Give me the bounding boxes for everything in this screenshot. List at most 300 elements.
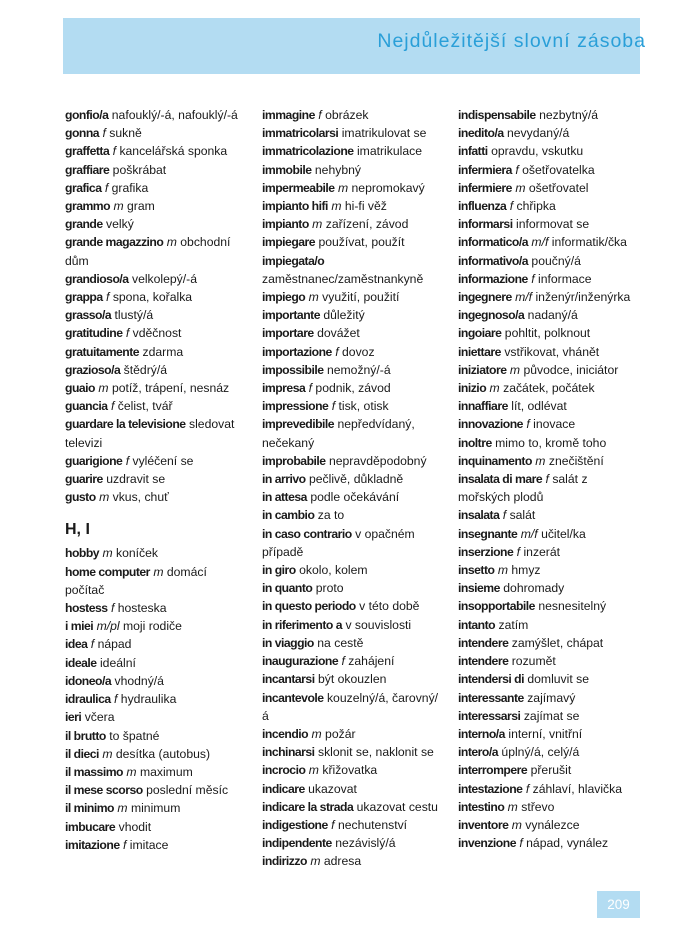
headword: invenzione: [458, 836, 516, 851]
headword: in arrivo: [262, 472, 306, 487]
grammar-tag: m: [166, 235, 177, 250]
headword: insieme: [458, 581, 500, 596]
grammar-tag: f: [114, 692, 118, 707]
headword: importante: [262, 308, 320, 323]
vocab-entry: [262, 743, 443, 761]
vocab-entry: [458, 743, 641, 761]
headword: infermiere: [458, 180, 512, 195]
headword: impermeabile: [262, 180, 335, 195]
vocab-column-1: [65, 106, 241, 854]
translation: v této době: [359, 599, 420, 614]
translation: důležitý: [323, 308, 365, 323]
vocab-column-3: [458, 106, 641, 852]
translation: interní, vnitřní: [508, 726, 583, 741]
grammar-tag: f: [341, 654, 345, 669]
translation: moji rodiče: [122, 619, 182, 634]
vocab-entry: [65, 415, 241, 451]
headword: indirizzo: [262, 854, 307, 869]
headword: imitazione: [65, 837, 120, 852]
headword: immatricolazione: [262, 144, 354, 159]
headword: insalata di mare: [458, 472, 543, 487]
headword: in viaggio: [262, 635, 314, 650]
vocab-entry: [458, 543, 641, 561]
grammar-tag: m: [509, 362, 521, 377]
vocab-entry: [262, 397, 443, 415]
vocab-entry: [65, 745, 241, 763]
translation: obrázek: [325, 108, 369, 122]
translation: ukazovat: [308, 781, 357, 796]
grammar-tag: m: [308, 290, 319, 305]
vocab-entry: [262, 616, 443, 634]
vocab-entry: [65, 379, 241, 397]
vocab-entry: [458, 179, 641, 197]
headword: inserzione: [458, 544, 514, 559]
vocab-entry: [262, 579, 443, 597]
vocab-entry: [458, 124, 641, 142]
headword: idraulica: [65, 692, 111, 707]
translation: vstřikovat, vhánět: [504, 344, 600, 359]
translation: opravdu, vskutku: [491, 144, 584, 159]
translation: vkus, chuť: [112, 490, 169, 505]
vocab-entry: [65, 361, 241, 379]
translation: v souvislosti: [345, 617, 412, 632]
vocab-entry: [458, 270, 641, 288]
grammar-tag: m: [515, 180, 526, 195]
grammar-tag: f: [516, 544, 521, 559]
translation: vynálezce: [525, 817, 580, 832]
headword: importazione: [262, 344, 332, 359]
translation: tlustý/á: [114, 308, 154, 323]
vocab-entry: [262, 561, 443, 579]
grammar-tag: f: [531, 271, 535, 286]
vocab-entry: [458, 689, 641, 707]
headword: indicare la strada: [262, 799, 354, 814]
headword: indigestione: [262, 817, 328, 832]
headword: incantarsi: [262, 672, 315, 687]
translation: sledovat televizi: [65, 417, 235, 450]
vocab-entry: [458, 506, 641, 524]
translation: přerušit: [530, 763, 572, 778]
headword: graffiare: [65, 162, 110, 177]
headword: interrompere: [458, 763, 528, 778]
translation: imatrikulovat se: [341, 126, 427, 141]
headword: intestino: [458, 799, 505, 814]
translation: tisk, otisk: [338, 399, 389, 414]
vocab-entry: [262, 689, 443, 725]
translation: štědrý/á: [123, 362, 168, 377]
translation: nezbytný/á: [539, 108, 599, 122]
vocab-entry: [458, 452, 641, 470]
headword: grande: [65, 217, 103, 232]
translation: požár: [325, 726, 356, 741]
translation: nepravděpodobný: [328, 453, 427, 468]
translation: nápad, vynález: [526, 836, 609, 851]
headword: impossibile: [262, 362, 324, 377]
vocab-entry: [262, 525, 443, 561]
vocab-entry: [65, 818, 241, 836]
headword: insalata: [458, 508, 500, 523]
headword: in questo periodo: [262, 599, 356, 614]
vocab-entry: [65, 142, 241, 160]
translation: maximum: [139, 764, 193, 779]
translation: zamýšlet, chápat: [511, 635, 604, 650]
vocab-entry: [458, 324, 641, 342]
vocab-entry: [65, 124, 241, 142]
translation: to špatné: [109, 728, 160, 743]
vocab-entry: [458, 415, 641, 433]
headword: infatti: [458, 144, 488, 159]
headword: ideale: [65, 655, 97, 670]
headword: importare: [262, 326, 314, 341]
translation: zatím: [498, 617, 529, 632]
headword: grammo: [65, 199, 111, 214]
headword: infermiera: [458, 162, 512, 177]
headword: guarire: [65, 472, 103, 487]
headword: improbabile: [262, 453, 326, 468]
translation: imitace: [129, 837, 169, 852]
headword: grazioso/a: [65, 362, 121, 377]
translation: zdarma: [142, 344, 184, 359]
vocab-entry: [458, 197, 641, 215]
translation: hmyz: [511, 563, 541, 578]
vocab-entry: [458, 634, 641, 652]
translation: vhodný/á: [114, 673, 164, 688]
translation: informatik/čka: [551, 235, 627, 250]
vocab-entry: [262, 233, 443, 251]
translation: využití, použití: [322, 290, 400, 305]
translation: učitel/ka: [541, 526, 586, 541]
headword: grasso/a: [65, 308, 112, 323]
vocab-entry: [458, 215, 641, 233]
vocab-entry: [458, 652, 641, 670]
vocab-entry: [65, 106, 241, 124]
grammar-tag: f: [331, 817, 335, 832]
headword: inedito/a: [458, 126, 504, 141]
translation: úplný/á, celý/á: [501, 745, 580, 760]
headword: in quanto: [262, 581, 313, 596]
headword: indispensabile: [458, 108, 536, 122]
vocab-entry: [262, 179, 443, 197]
translation: včera: [84, 710, 115, 725]
translation: vděčnost: [132, 326, 182, 341]
vocab-entry: [65, 197, 241, 215]
headword: grande magazzino: [65, 235, 164, 250]
vocab-entry: [458, 798, 641, 816]
vocab-entry: [65, 470, 241, 488]
grammar-tag: f: [502, 508, 507, 523]
grammar-tag: f: [125, 453, 130, 468]
translation: hydraulika: [120, 692, 177, 707]
translation: ošetřovatelka: [522, 162, 595, 177]
grammar-tag: m/f: [520, 526, 538, 541]
vocab-entry: [262, 816, 443, 834]
grammar-tag: m: [511, 817, 522, 832]
translation: vhodit: [118, 819, 152, 834]
vocab-entry: [458, 561, 641, 579]
page-title: Nejdůležitější slovní zásoba: [377, 30, 646, 52]
grammar-tag: f: [519, 836, 523, 851]
vocab-entry: [65, 708, 241, 726]
headword: graffetta: [65, 144, 110, 159]
grammar-tag: f: [525, 781, 530, 796]
vocab-entry: [262, 652, 443, 670]
grammar-tag: m: [310, 854, 321, 869]
translation: informovat se: [516, 217, 590, 232]
grammar-tag: m: [308, 763, 319, 778]
headword: intendersi di: [458, 672, 524, 687]
grammar-tag: f: [526, 417, 530, 432]
headword: grandioso/a: [65, 271, 129, 286]
vocab-entry: [262, 361, 443, 379]
headword: gonfio/a: [65, 108, 109, 122]
headword: in attesa: [262, 490, 307, 505]
translation: kancelářská sponka: [119, 144, 228, 159]
grammar-tag: m: [153, 564, 164, 579]
grammar-tag: f: [106, 290, 110, 305]
headword: indipendente: [262, 836, 332, 851]
vocab-column-2: [262, 106, 443, 871]
headword: gratitudine: [65, 326, 123, 341]
headword: i miei: [65, 619, 94, 634]
translation: rozumět: [511, 654, 556, 669]
headword: intendere: [458, 635, 509, 650]
translation: nepředvídaný, nečekaný: [262, 417, 415, 450]
vocab-entry: [262, 506, 443, 524]
grammar-tag: f: [515, 162, 519, 177]
translation: nesnesitelný: [538, 599, 607, 614]
headword: guancia: [65, 399, 108, 414]
vocab-entry: [65, 836, 241, 854]
headword: inaugurazione: [262, 654, 339, 669]
headword: il massimo: [65, 764, 123, 779]
headword: innaffiare: [458, 399, 508, 414]
vocab-entry: [262, 780, 443, 798]
translation: hi-fi věž: [344, 199, 387, 214]
translation: inovace: [533, 417, 576, 432]
translation: poučný/á: [531, 253, 581, 268]
headword: inoltre: [458, 435, 492, 450]
vocab-entry: [65, 727, 241, 745]
headword: indicare: [262, 781, 305, 796]
translation: minimum: [130, 801, 181, 816]
headword: incendio: [262, 726, 309, 741]
vocab-entry: [65, 288, 241, 306]
translation: nezávislý/á: [335, 836, 396, 851]
translation: desítka (autobus): [115, 746, 211, 761]
translation: poslední měsíc: [146, 783, 229, 798]
headword: ingegnere: [458, 290, 512, 305]
vocab-entry: [262, 197, 443, 215]
translation: v opačném případě: [262, 526, 415, 559]
translation: vyléčení se: [132, 453, 194, 468]
vocab-entry: [65, 215, 241, 233]
vocab-entry: [262, 379, 443, 397]
grammar-tag: m: [337, 180, 349, 195]
grammar-tag: f: [331, 399, 336, 414]
vocab-entry: [65, 488, 241, 506]
grammar-tag: m: [99, 490, 110, 505]
grammar-tag: f: [509, 199, 514, 214]
headword: inventore: [458, 817, 509, 832]
translation: nemožný/-á: [326, 362, 391, 377]
headword: interno/a: [458, 726, 505, 741]
vocab-entry: [65, 635, 241, 653]
headword: hobby: [65, 546, 100, 561]
vocab-entry: [65, 397, 241, 415]
grammar-tag: m/f: [515, 290, 533, 305]
vocab-entry: [262, 597, 443, 615]
translation: sklonit se, naklonit se: [317, 745, 434, 760]
translation: za to: [317, 508, 345, 523]
headword: imprevedibile: [262, 417, 335, 432]
grammar-tag: f: [545, 472, 549, 487]
headword: incrocio: [262, 763, 306, 778]
grammar-tag: f: [335, 344, 339, 359]
translation: zajímat se: [523, 708, 580, 723]
grammar-tag: m: [489, 381, 500, 396]
vocab-entry: [262, 761, 443, 779]
section-heading: H, I: [65, 521, 90, 539]
translation: adresa: [323, 854, 362, 869]
translation: ideální: [99, 655, 136, 670]
vocab-entry: [65, 233, 241, 269]
vocab-entry: [458, 725, 641, 743]
headword: intestazione: [458, 781, 523, 796]
headword: immobile: [262, 162, 312, 177]
vocab-entry: [262, 306, 443, 324]
headword: impianto hifi: [262, 199, 328, 214]
translation: okolo, kolem: [299, 563, 368, 578]
translation: velký: [106, 217, 134, 232]
vocab-entry: [262, 470, 443, 488]
headword: iniziatore: [458, 362, 507, 377]
vocab-entry: [65, 179, 241, 197]
vocab-entry: [458, 761, 641, 779]
vocab-entry: [458, 579, 641, 597]
vocab-entry: [458, 780, 641, 798]
translation: sukně: [109, 126, 142, 141]
vocab-entry: [262, 324, 443, 342]
headword: informatico/a: [458, 235, 529, 250]
grammar-tag: f: [125, 326, 130, 341]
headword: intero/a: [458, 745, 499, 760]
translation: pohltit, polknout: [504, 326, 591, 341]
translation: podle očekávání: [310, 490, 400, 505]
page-number-box: [597, 891, 640, 918]
grammar-tag: f: [308, 381, 313, 396]
translation: ošetřovatel: [528, 180, 589, 195]
grammar-tag: m/f: [531, 235, 549, 250]
translation: obchodní dům: [65, 235, 231, 268]
translation: hosteska: [117, 601, 167, 616]
translation: salát: [509, 508, 536, 523]
vocab-entry: [458, 707, 641, 725]
translation: uzdravit se: [106, 472, 166, 487]
headword: insegnante: [458, 526, 518, 541]
translation: začátek, počátek: [503, 381, 595, 396]
vocab-entry: [262, 215, 443, 233]
vocab-entry: [65, 544, 241, 562]
headword: in riferimento a: [262, 617, 343, 632]
grammar-tag: m: [102, 746, 113, 761]
grammar-tag: f: [90, 637, 95, 652]
headword: gusto: [65, 490, 96, 505]
headword: incantevole: [262, 690, 324, 705]
translation: potíž, trápení, nesnáz: [111, 381, 230, 396]
vocab-entry: [458, 106, 641, 124]
vocab-entry: [458, 670, 641, 688]
translation: nechutenství: [337, 817, 408, 832]
vocab-entry: [458, 142, 641, 160]
vocab-entry: [458, 525, 641, 543]
translation: imatrikulace: [356, 144, 422, 159]
vocab-entry: [262, 142, 443, 160]
grammar-tag: m: [497, 563, 508, 578]
vocab-entry: [262, 488, 443, 506]
vocab-entry: [458, 233, 641, 251]
vocab-entry: [458, 288, 641, 306]
headword: insetto: [458, 563, 495, 578]
grammar-tag: f: [110, 601, 115, 616]
translation: nevydaný/á: [507, 126, 570, 141]
translation: inzerát: [523, 544, 561, 559]
translation: být okouzlen: [317, 672, 387, 687]
vocab-entry: [65, 781, 241, 799]
vocab-entry: [65, 672, 241, 690]
translation: pečlivě, důkladně: [308, 472, 404, 487]
vocab-entry: [262, 252, 443, 288]
headword: guaio: [65, 381, 95, 396]
headword: intendere: [458, 654, 509, 669]
translation: křižovatka: [322, 763, 378, 778]
headword: home computer: [65, 564, 150, 579]
grammar-tag: m: [507, 799, 518, 814]
vocab-entry: [458, 434, 641, 452]
headword: idoneo/a: [65, 673, 112, 688]
headword: il dieci: [65, 746, 99, 761]
translation: zaměstnanec/zaměstnankyně: [262, 271, 424, 286]
headword: ingoiare: [458, 326, 502, 341]
vocab-entry: [458, 161, 641, 179]
translation: používat, použít: [318, 235, 405, 250]
translation: nápad: [97, 637, 132, 652]
translation: záhlaví, hlavička: [532, 781, 623, 796]
headword: inchinarsi: [262, 745, 315, 760]
grammar-tag: m: [312, 217, 323, 232]
vocab-entry: [262, 106, 443, 124]
translation: gram: [127, 199, 155, 214]
headword: hostess: [65, 601, 108, 616]
headword: ieri: [65, 710, 82, 725]
headword: il mese scorso: [65, 783, 143, 798]
translation: informace: [538, 271, 592, 286]
page-number: 209: [607, 897, 630, 912]
vocab-entry: [458, 397, 641, 415]
headword: intanto: [458, 617, 496, 632]
translation: spona, kořalka: [112, 290, 193, 305]
translation: velkolepý/-á: [131, 271, 198, 286]
vocab-entry: [458, 470, 641, 506]
grammar-tag: m: [535, 453, 546, 468]
grammar-tag: f: [112, 144, 117, 159]
vocab-entry: [458, 306, 641, 324]
headword: gratuitamente: [65, 344, 140, 359]
translation: znečištění: [548, 453, 604, 468]
vocab-entry: [65, 690, 241, 708]
headword: idea: [65, 637, 88, 652]
translation: chřipka: [516, 199, 556, 214]
vocab-entry: [262, 124, 443, 142]
